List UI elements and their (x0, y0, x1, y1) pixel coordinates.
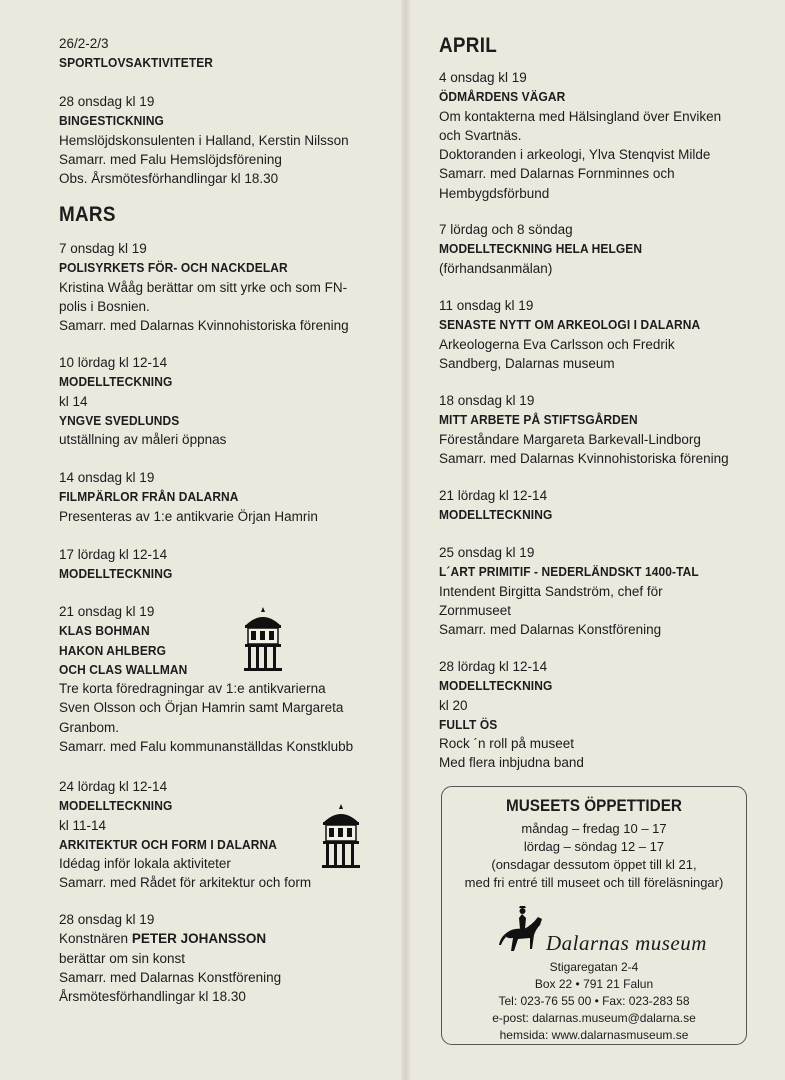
event-title: FULLT ÖS (439, 716, 498, 732)
event-desc: Samarr. med Falu Hemslöjdsförening (59, 151, 282, 167)
event-modellteckning-17 (59, 545, 389, 584)
event-pre: Konstnären (59, 931, 132, 947)
hours-line: måndag – fredag 10 – 17 (521, 821, 667, 836)
event-desc: Zornmuseet (439, 602, 512, 618)
event-title: FILMPÄRLOR FRÅN DALARNA (59, 489, 239, 505)
event-desc: Samarr. med Dalarnas Kvinnohistoriska förening (439, 450, 729, 466)
event-title: YNGVE SVEDLUNDS (59, 412, 180, 428)
event-desc: och Svartnäs. (439, 127, 522, 143)
event-peter-johansson (59, 910, 389, 1006)
hours-line: (onsdagar dessutom öppet till kl 21, (491, 857, 697, 872)
month-heading-mars: MARS (59, 203, 116, 226)
event-desc: polis i Bosnien. (59, 298, 150, 314)
event-desc: Samarr. med Dalarnas Fornminnes och (439, 166, 675, 182)
event-desc: Årsmötesförhandlingar kl 18.30 (59, 989, 246, 1005)
hours-line: lördag – söndag 12 – 17 (523, 839, 665, 854)
website-line: hemsida: www.dalarnasmuseum.se (499, 1028, 689, 1042)
email-line: e-post: dalarnas.museum@dalarna.se (492, 1011, 696, 1025)
event-artist-name: PETER JOHANSSON (131, 931, 267, 947)
pavilion-icon (320, 804, 362, 868)
pavilion-icon (242, 607, 284, 671)
event-fullt-os (439, 657, 759, 773)
event-bingestickning (59, 92, 389, 188)
event-title: KLAS BOHMAN (59, 623, 150, 639)
event-sportlov (59, 34, 389, 73)
event-desc: Hemslöjdskonsulenten i Halland, Kerstin Nilsson (59, 132, 349, 148)
event-desc: Samarr. med Dalarnas Konstförening (439, 622, 662, 638)
event-date: 28 onsdag kl 19 (59, 912, 155, 927)
event-time: kl 14 (59, 393, 88, 409)
address-line: Box 22 • 791 21 Falun (534, 977, 654, 991)
event-date: 24 lördag kl 12-14 (59, 779, 168, 794)
address-line: Stigaregatan 2-4 (549, 960, 639, 974)
event-title: ARKITEKTUR OCH FORM I DALARNA (59, 836, 277, 852)
event-polisyrket (59, 239, 389, 335)
event-desc: (förhandsanmälan) (439, 260, 553, 276)
event-title: L´ART PRIMITIF - NEDERLÄNDSKT 1400-TAL (439, 564, 699, 580)
event-date: 4 onsdag kl 19 (439, 70, 527, 85)
event-desc: Med flera inbjudna band (439, 755, 584, 771)
event-title: MODELLTECKNING (439, 507, 553, 523)
event-desc: Samarr. med Dalarnas Konstförening (59, 969, 282, 985)
event-desc: Idédag inför lokala aktiviteter (59, 856, 231, 872)
event-date: 11 onsdag kl 19 (439, 298, 534, 313)
event-desc: Tre korta föredragningar av 1:e antikvarierna (59, 681, 326, 697)
event-desc: Intendent Birgitta Sandström, chef för (439, 583, 663, 599)
event-date: 10 lördag kl 12-14 (59, 355, 168, 370)
event-title: MODELLTECKNING (59, 566, 173, 582)
event-title: MODELLTECKNING HELA HELGEN (439, 241, 643, 257)
event-date: 17 lördag kl 12-14 (59, 547, 168, 562)
event-title: MODELLTECKNING (439, 678, 553, 694)
hours-line: med fri entré till museet och till föreläsningar) (464, 875, 724, 890)
page-fold (401, 0, 411, 1080)
event-title: ÖDMÅRDENS VÄGAR (439, 89, 566, 105)
event-arkeologi (439, 296, 759, 373)
opening-hours-box (441, 786, 747, 1045)
event-desc: Granbom. (59, 719, 120, 735)
month-heading-april: APRIL (439, 34, 498, 57)
event-title: SPORTLOVSAKTIVITETER (59, 55, 214, 71)
event-title: MODELLTECKNING (59, 798, 173, 814)
event-desc: berättar om sin konst (59, 950, 186, 966)
event-title: MODELLTECKNING (59, 374, 173, 390)
event-modellteckning-helgen (439, 220, 759, 278)
opening-hours-title: MUSEETS ÖPPETTIDER (506, 796, 682, 815)
event-desc: Om kontakterna med Hälsingland över Enviken (439, 108, 722, 124)
event-desc: Kristina Wååg berättar om sitt yrke och som FN- (59, 279, 348, 295)
event-date: 21 onsdag kl 19 (59, 604, 155, 619)
event-time: kl 11-14 (59, 817, 107, 833)
event-date: 26/2-2/3 (59, 36, 109, 51)
event-date: 7 lördag och 8 söndag (439, 222, 573, 237)
event-desc: Arkeologerna Eva Carlsson och Fredrik (439, 336, 675, 352)
event-odmardens-vagar (439, 68, 759, 203)
event-desc: Presenteras av 1:e antikvarie Örjan Hamrin (59, 508, 318, 524)
event-modellteckning-21 (439, 486, 759, 525)
event-filmparlor (59, 468, 389, 526)
event-bohman-ahlberg-wallman (59, 602, 389, 756)
event-desc: Samarr. med Falu kommunanställdas Konstklubb (59, 739, 354, 755)
event-title: HAKON AHLBERG (59, 642, 167, 658)
event-title: MITT ARBETE PÅ STIFTSGÅRDEN (439, 412, 638, 428)
event-title-line (59, 929, 389, 948)
event-title: OCH CLAS WALLMAN (59, 661, 188, 677)
event-title: BINGESTICKNING (59, 113, 164, 129)
event-desc: Föreståndare Margareta Barkevall-Lindborg (439, 431, 701, 447)
event-desc: Rock ´n roll på museet (439, 736, 575, 752)
event-desc: Doktoranden i arkeologi, Ylva Stenqvist Milde (439, 147, 711, 163)
event-date: 25 onsdag kl 19 (439, 545, 535, 560)
event-desc: Samarr. med Dalarnas Kvinnohistoriska förening (59, 318, 349, 334)
horse-rider-logo-icon (498, 905, 546, 957)
event-title: POLISYRKETS FÖR- OCH NACKDELAR (59, 260, 288, 276)
event-desc: Sven Olsson och Örjan Hamrin samt Margareta (59, 700, 344, 716)
event-desc: Hembygdsförbund (439, 185, 550, 201)
museum-logo-text: Dalarnas museum (546, 931, 707, 955)
event-date: 7 onsdag kl 19 (59, 241, 147, 256)
phone-line: Tel: 023-76 55 00 • Fax: 023-283 58 (498, 994, 690, 1008)
event-desc: utställning av måleri öppnas (59, 432, 227, 448)
event-art-primitif (439, 543, 759, 639)
event-stiftsgarden (439, 391, 759, 468)
event-date: 28 onsdag kl 19 (59, 94, 155, 109)
event-date: 14 onsdag kl 19 (59, 470, 155, 485)
event-desc: Samarr. med Rådet för arkitektur och form (59, 875, 312, 891)
event-time: kl 20 (439, 697, 468, 713)
event-title: SENASTE NYTT OM ARKEOLOGI I DALARNA (439, 317, 701, 333)
event-desc: Sandberg, Dalarnas museum (439, 355, 615, 371)
event-yngve-svedlund (59, 353, 389, 449)
event-date: 18 onsdag kl 19 (439, 393, 535, 408)
event-desc: Obs. Årsmötesförhandlingar kl 18.30 (59, 171, 279, 187)
event-date: 28 lördag kl 12-14 (439, 659, 548, 674)
event-date: 21 lördag kl 12-14 (439, 488, 548, 503)
